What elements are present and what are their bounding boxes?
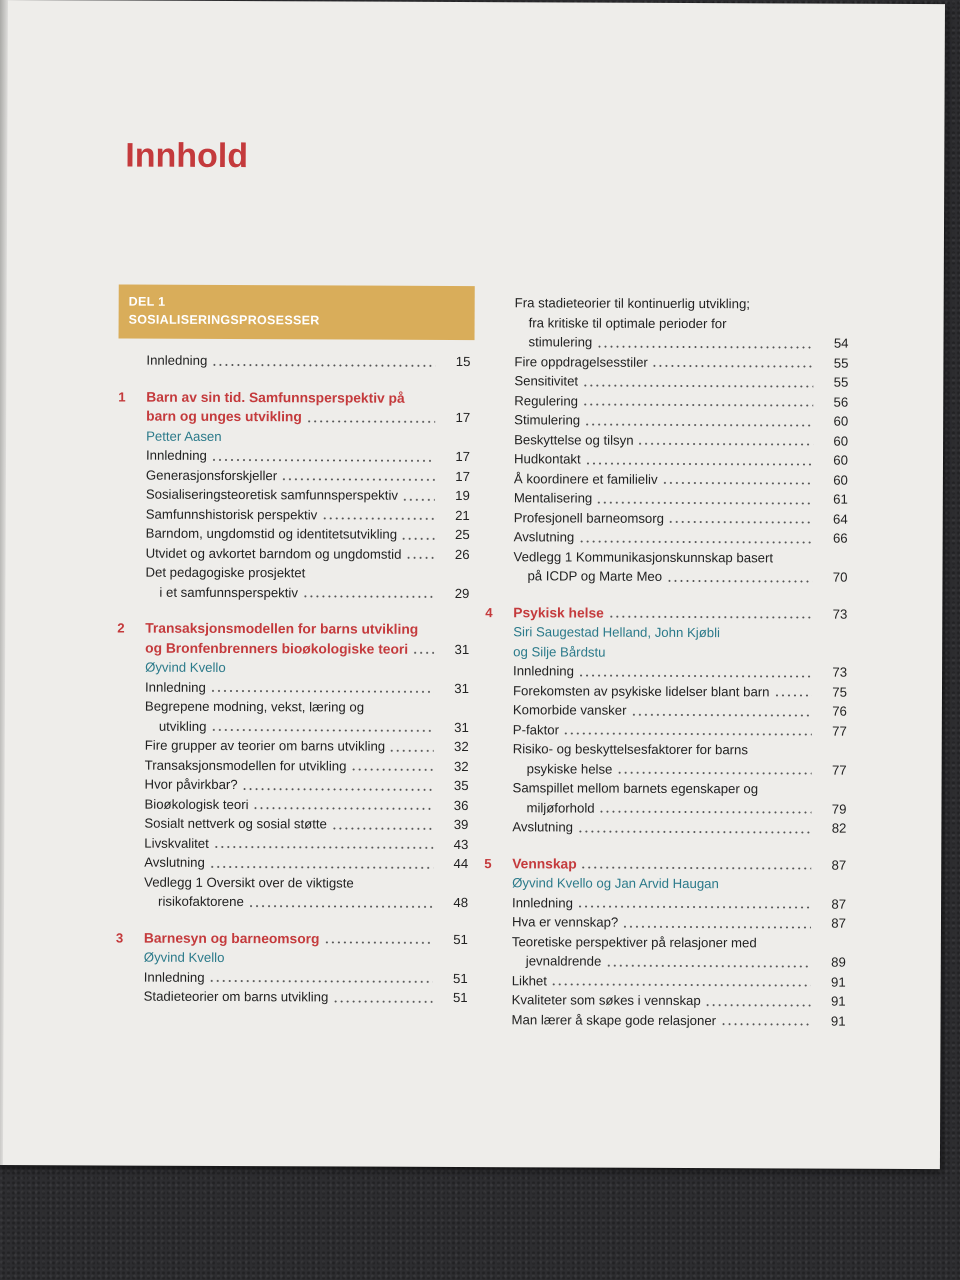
toc-entry[interactable] — [117, 755, 469, 776]
toc-entry[interactable] — [484, 798, 846, 819]
entry-title-line: Fra stadieteorier til kontinuerlig utvikling; — [514, 295, 751, 312]
entry-title: Innledning — [512, 894, 573, 911]
toc-entry[interactable] — [118, 543, 470, 564]
entry-title-line: Vedlegg 1 Oversikt over de viktigste — [144, 874, 354, 891]
entry-page: 77 — [831, 762, 847, 778]
entry-title: Sosialt nettverk og sosial støtte — [144, 815, 327, 832]
entry-page: 76 — [832, 703, 847, 719]
entry-page: 91 — [830, 993, 846, 1009]
toc-left-column — [116, 351, 471, 1025]
entry-page: 73 — [832, 664, 848, 680]
entry-title-line: risikofaktorene — [158, 893, 244, 910]
entry-page: 31 — [454, 680, 470, 696]
entry-title: Å koordinere et familieliv — [513, 470, 658, 487]
entry-title-line: stimulering — [528, 334, 593, 350]
entry-page: 44 — [453, 855, 469, 872]
entry-page: 32 — [453, 758, 469, 774]
part-intro — [118, 351, 470, 372]
chapter-4 — [484, 603, 847, 839]
entry-title: Kvaliteter som søkes i vennskap — [511, 992, 701, 1009]
entry-page: 79 — [831, 801, 847, 817]
chapter-title-line: og Bronfenbrenners bioøkologiske teori — [145, 640, 409, 657]
entry-page: 70 — [832, 569, 848, 585]
entry-title-line: miljøforhold — [526, 799, 595, 816]
toc-entry[interactable] — [485, 700, 847, 721]
entry-title: Avslutning — [513, 529, 575, 545]
toc-entry[interactable] — [118, 407, 470, 428]
chapter-page: 51 — [453, 931, 468, 947]
entry-title-line: Vedlegg 1 Kommunikasjonskunnskap basert — [513, 548, 774, 565]
entry-title: Innledning — [146, 352, 208, 368]
toc-entry[interactable] — [116, 892, 468, 913]
entry-title: Innledning — [143, 969, 205, 985]
entry-title-line: Samspillet mellom barnets egenskaper og — [512, 780, 759, 797]
entry-page: 35 — [453, 777, 469, 794]
entry-page: 21 — [455, 507, 470, 523]
entry-page: 61 — [833, 491, 848, 507]
entry-title: Komorbide vansker — [512, 702, 627, 718]
toc-entry[interactable] — [486, 488, 848, 509]
toc-entry[interactable] — [484, 971, 846, 992]
part-banner — [119, 285, 475, 341]
entry-page: 60 — [833, 472, 848, 488]
entry-page: 48 — [453, 894, 469, 911]
chapter-title-line[interactable]: Barn av sin tid. Samfunnsperspektiv på — [146, 389, 405, 406]
entry-title-line: på ICDP og Marte Meo — [527, 568, 663, 584]
chapter-title-line: barn og unges utvikling — [146, 408, 302, 425]
chapter-page: 87 — [831, 857, 847, 873]
entry-page: 29 — [454, 585, 470, 601]
entry-title: Livskvalitet — [144, 835, 209, 851]
entry-page: 19 — [455, 487, 470, 504]
entry-page: 66 — [832, 530, 848, 546]
chapter-author: Øyvind Kvello — [143, 949, 225, 965]
entry-title-line: i et samfunnsperspektiv — [159, 584, 298, 600]
chapter-5 — [484, 854, 847, 1031]
entry-title: Hudkontakt — [513, 451, 581, 467]
entry-page: 15 — [455, 353, 471, 370]
chapter-author: Siri Saugestad Helland, John Kjøbli — [513, 624, 720, 641]
toc-entry[interactable] — [484, 1010, 846, 1031]
entry-page: 82 — [831, 820, 847, 836]
entry-title-line: Det pedagogiske prosjektet — [145, 564, 306, 581]
chapter-author: Øyvind Kvello — [145, 659, 226, 675]
part-label: DEL 1 — [128, 294, 166, 309]
toc-entry[interactable] — [486, 527, 848, 548]
entry-page: 56 — [833, 394, 849, 410]
entry-title-line: jevnaldrende — [525, 953, 602, 969]
toc-entry[interactable] — [117, 716, 469, 737]
entry-page: 17 — [455, 468, 470, 484]
toc-entry[interactable] — [485, 759, 847, 780]
entry-title: Transaksjonsmodellen for utvikling — [144, 757, 347, 774]
toc-entry[interactable] — [486, 469, 848, 490]
entry-page: 60 — [833, 452, 849, 468]
entry-title-line: Teoretiske perspektiver på relasjoner med — [511, 933, 757, 950]
entry-page: 17 — [455, 448, 471, 465]
entry-title: Man lærer å skape gode relasjoner — [511, 1011, 717, 1028]
chapter-3 — [116, 928, 468, 1008]
toc-entry[interactable] — [484, 817, 846, 838]
toc-entry[interactable] — [117, 736, 469, 757]
entry-page: 43 — [453, 836, 469, 852]
chapter-number: 1 — [118, 389, 126, 405]
entry-title-line: Risiko- og beskyttelsesfaktorer for barns — [512, 741, 749, 758]
entry-page: 77 — [832, 723, 847, 739]
chapter-3-continued — [485, 293, 848, 587]
toc-entry[interactable] — [486, 430, 848, 451]
toc-entry[interactable] — [486, 332, 848, 353]
entry-page: 32 — [454, 738, 469, 755]
toc-entry[interactable] — [486, 352, 848, 373]
toc-entry[interactable] — [484, 951, 846, 972]
entry-page: 31 — [454, 719, 469, 735]
entry-title: Hvor påvirkbar? — [144, 776, 238, 793]
chapter-title: Psykisk helse — [513, 604, 604, 621]
entry-title: Regulering — [514, 392, 579, 409]
entry-title: Stadieteorier om barns utvikling — [143, 988, 329, 1005]
entry-title-line: psykiske helse — [526, 760, 613, 777]
toc-entry[interactable] — [485, 681, 847, 702]
entry-title: Utvidet og avkortet barndom og ungdomstid — [145, 545, 402, 562]
entry-title: Sosialiseringsteoretisk samfunnsperspektiv — [145, 486, 399, 503]
toc-entry[interactable] — [118, 504, 470, 525]
toc-entry[interactable] — [116, 967, 468, 988]
toc-entry[interactable] — [486, 508, 848, 529]
toc-entry[interactable] — [484, 893, 846, 914]
entry-page: 60 — [833, 433, 849, 449]
entry-title: Innledning — [144, 679, 206, 695]
entry-page: 51 — [453, 970, 468, 986]
entry-title: Avslutning — [144, 854, 205, 870]
chapter-number: 2 — [117, 620, 125, 636]
toc-entry[interactable] — [485, 603, 847, 624]
toc-entry[interactable] — [117, 677, 469, 698]
page-spine-edge — [0, 0, 8, 1165]
entry-title: Stimulering — [514, 412, 581, 428]
entry-page: 26 — [454, 546, 470, 562]
entry-title: Fire grupper av teorier om barns utvikling — [144, 737, 386, 754]
entry-title-line: Begrepene modning, vekst, læring og — [144, 698, 365, 715]
entry-title: Hva er vennskap? — [511, 914, 619, 930]
entry-page: 89 — [831, 954, 846, 970]
toc-entry[interactable] — [116, 794, 468, 815]
entry-title: Innledning — [513, 663, 574, 679]
entry-title: Barndom, ungdomstid og identitetsutvikling — [145, 525, 398, 542]
toc-entry[interactable] — [484, 854, 846, 875]
entry-page: 55 — [833, 355, 849, 371]
toc-entry[interactable] — [118, 485, 470, 506]
toc-entry[interactable] — [118, 465, 470, 486]
entry-title: Forekomsten av psykiske lidelser blant barn — [512, 682, 770, 699]
toc-entry[interactable] — [484, 912, 846, 933]
toc-entry[interactable] — [116, 833, 468, 854]
toc-entry[interactable] — [117, 582, 469, 603]
chapter-number: 3 — [115, 930, 124, 946]
entry-title: Avslutning — [512, 819, 574, 835]
entry-page: 64 — [833, 511, 848, 527]
entry-page: 39 — [453, 816, 469, 833]
entry-title: Sensitivitet — [514, 373, 579, 389]
entry-title: Bioøkologisk teori — [144, 796, 249, 812]
chapter-page: 73 — [832, 606, 848, 622]
entry-page: 91 — [831, 974, 846, 990]
entry-title: Fire oppdragelsesstiler — [514, 353, 648, 370]
entry-title: Innledning — [145, 447, 207, 463]
toc-entry[interactable] — [485, 720, 847, 741]
chapter-1 — [117, 387, 470, 603]
toc-entry[interactable] — [116, 853, 468, 874]
toc-entry[interactable] — [117, 775, 469, 796]
chapter-author: og Silje Bårdstu — [513, 643, 606, 660]
entry-title: Likhet — [511, 972, 547, 988]
toc-entry[interactable] — [485, 566, 847, 587]
toc-entry[interactable] — [484, 990, 846, 1011]
entry-page: 87 — [831, 915, 847, 931]
toc-entry[interactable] — [117, 638, 469, 659]
chapter-2 — [116, 619, 469, 913]
entry-title: Generasjonsforskjeller — [145, 467, 278, 483]
toc-entry[interactable] — [118, 524, 470, 545]
entry-title: Beskyttelse og tilsyn — [514, 431, 634, 448]
toc-entry[interactable] — [118, 351, 470, 372]
entry-title: P-faktor — [512, 721, 560, 737]
entry-page: 51 — [452, 989, 468, 1006]
entry-page: 54 — [833, 335, 849, 351]
chapter-author: Øyvind Kvello og Jan Arvid Haugan — [512, 875, 719, 892]
chapter-author: Petter Aasen — [146, 428, 222, 444]
chapter-number: 4 — [485, 604, 493, 620]
chapter-number: 5 — [484, 855, 492, 871]
toc-entry[interactable] — [486, 371, 848, 392]
toc-entry[interactable] — [486, 410, 848, 431]
toc-entry[interactable] — [118, 446, 470, 467]
entry-page: 75 — [832, 684, 848, 700]
toc-entry[interactable] — [116, 814, 468, 835]
entry-title: Mentalisering — [513, 490, 593, 506]
part-title: SOSIALISERINGSPROSESSER — [128, 312, 320, 328]
toc-entry[interactable] — [116, 987, 468, 1008]
toc-entry[interactable] — [485, 661, 847, 682]
entry-title: Profesjonell barneomsorg — [513, 509, 665, 526]
entry-page: 36 — [453, 797, 469, 813]
toc-entry[interactable] — [486, 449, 848, 470]
chapter-title-line[interactable]: Transaksjonsmodellen for barns utvikling — [145, 620, 419, 637]
toc-heading: Innhold — [125, 136, 249, 176]
toc-entry[interactable] — [116, 928, 468, 949]
entry-page: 25 — [454, 526, 470, 543]
entry-title: Samfunnshistorisk perspektiv — [145, 506, 318, 522]
toc-right-column — [483, 293, 848, 1048]
entry-page: 91 — [830, 1013, 846, 1029]
chapter-page: 17 — [455, 409, 471, 426]
chapter-title: Vennskap — [512, 855, 577, 872]
entry-title-line: fra kritiske til optimale perioder for — [528, 314, 727, 331]
entry-title-line: utvikling — [158, 718, 207, 734]
chapter-page: 31 — [454, 641, 470, 657]
entry-page: 87 — [831, 896, 847, 912]
entry-page: 60 — [833, 413, 849, 429]
toc-entry[interactable] — [486, 391, 848, 412]
chapter-title: Barnesyn og barneomsorg — [143, 930, 320, 946]
entry-page: 55 — [833, 374, 849, 390]
